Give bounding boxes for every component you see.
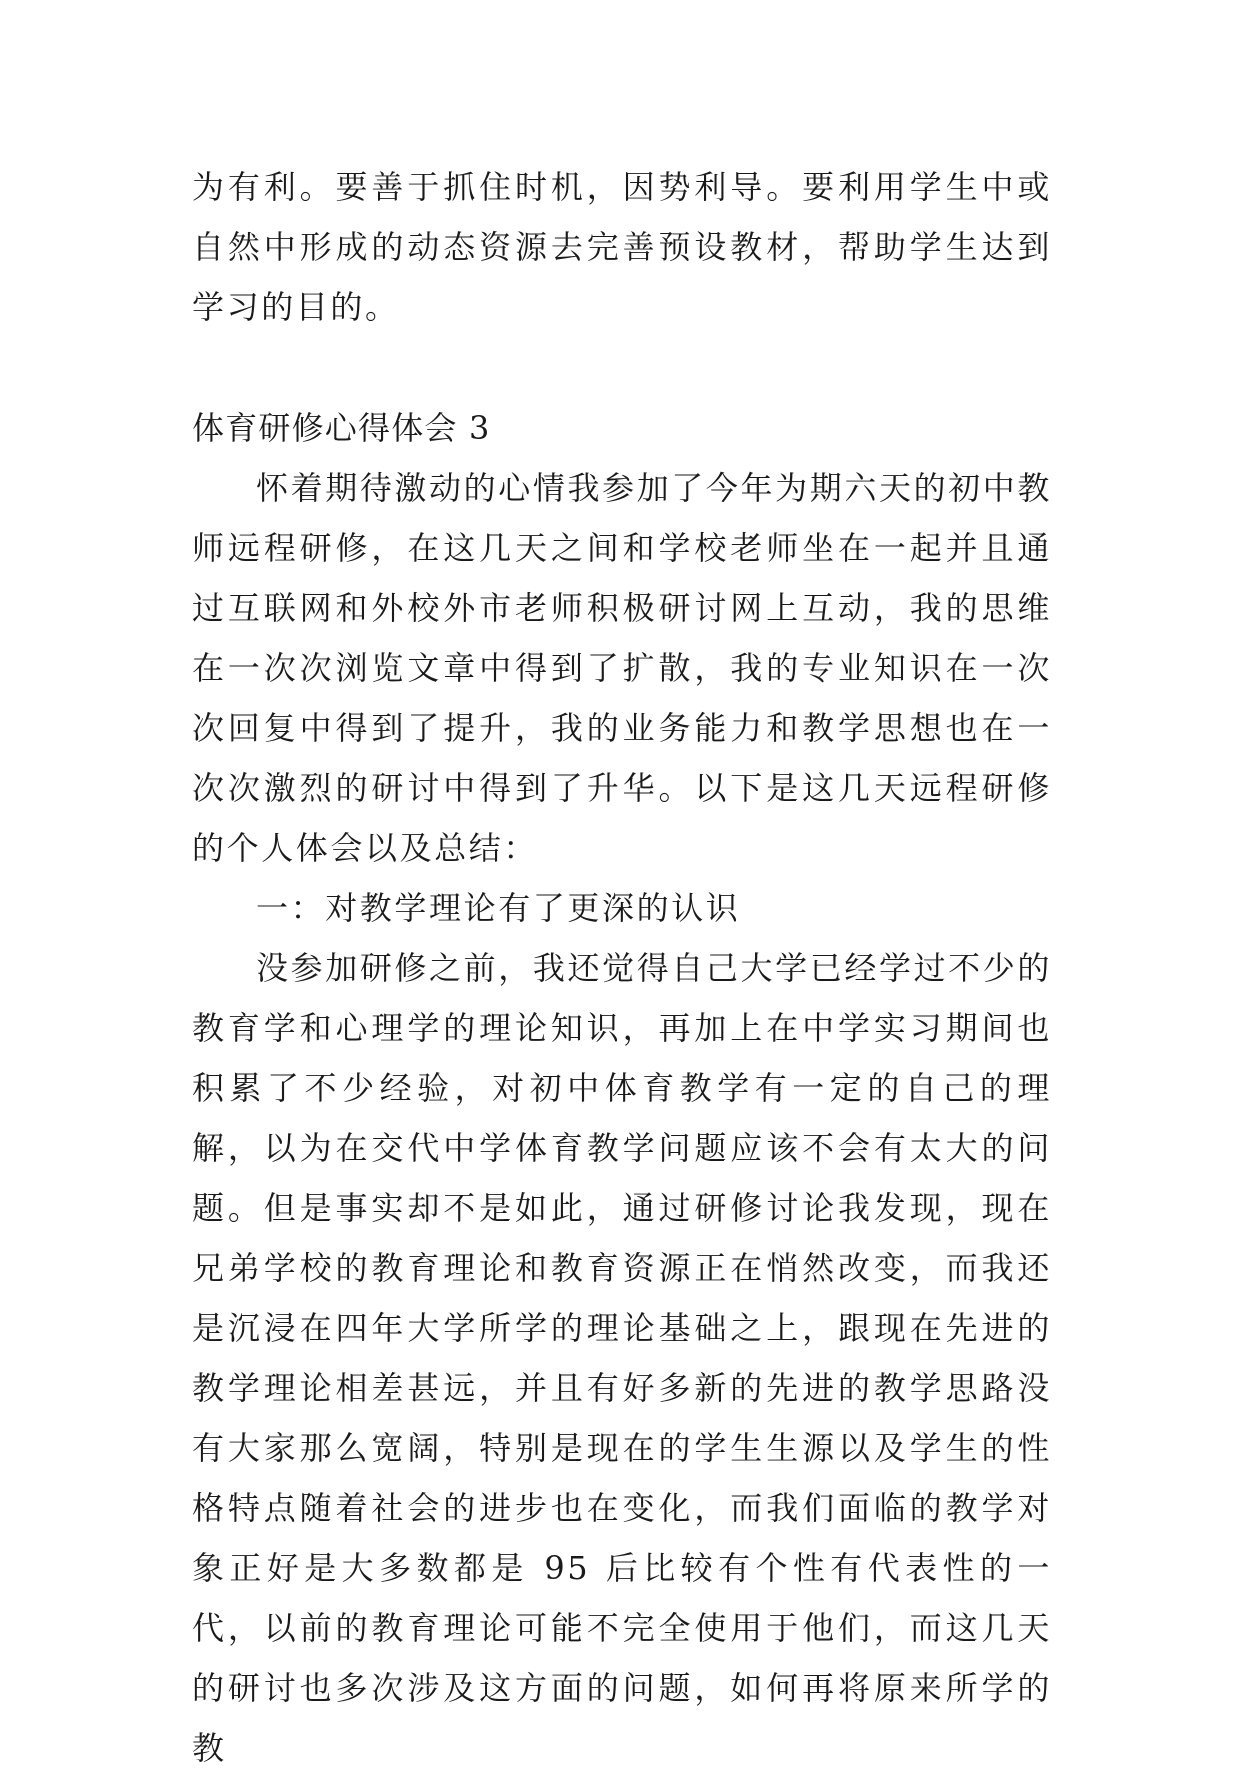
section-body: [192, 458, 1052, 1778]
body-paragraph: 没参加研修之前，我还觉得自己大学已经学过不少的教育学和心理学的理论知识，再加上在中学实习期间也积累了不少经验，对初中体育教学有一定的自己的理解，以为在交代中学体育教学问题应该不会有太大的问题。但是事实却不是如此，通过研修讨论我发现，现在兄弟学校的教育理论和教育资源正在悄然改变，而我还是沉浸在四年大学所学的理论基础之上，跟现在先进的教学理论相差甚远，并且有好多新的先进的教学思路没有大家那么宽阔，特别是现在的学生生源以及学生的性格特点随着社会的进步也在变化，而我们面临的教学对象正好是大多数都是 95 后比较有个性有代表性的一代，以前的教育理论可能不完全使用于他们，而这几天的研讨也多次涉及这方面的问题，如何再将原来所学的教: [192, 949, 1052, 1767]
subheading-paragraph: 一：对教学理论有了更深的认识: [256, 889, 741, 927]
intro-paragraph: 怀着期待激动的心情我参加了今年为期六天的初中教师远程研修，在这几天之间和学校老师坐在一起并且通过互联网和外校外市老师积极研讨网上互动，我的思维在一次次浏览文章中得到了扩散，我的专业知识在一次次回复中得到了提升，我的业务能力和教学思想也在一次次激烈的研讨中得到了升华。以下是这几天远程研修的个人体会以及总结：: [192, 469, 1052, 867]
continuation-paragraph: 为有利。要善于抓住时机，因势利导。要利用学生中或自然中形成的动态资源去完善预设教材，帮助学生达到学习的目的。: [192, 168, 1052, 326]
section-heading: 体育研修心得体会 3: [192, 409, 491, 447]
